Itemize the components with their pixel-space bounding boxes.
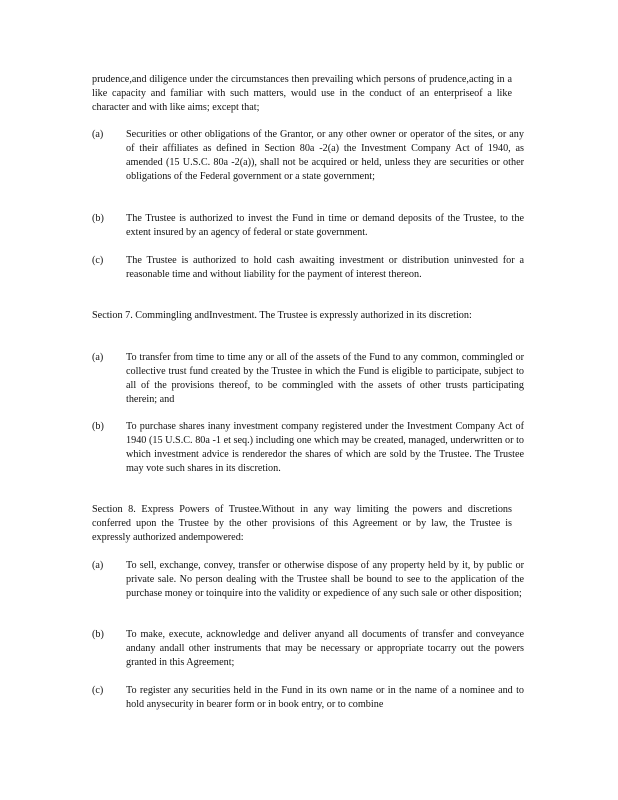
- item-text: The Trustee is authorized to hold cash awaiting investment or distribution uninvested for a reasonable time and without liability for the payment of interest thereon.: [126, 255, 524, 280]
- item-text: Securities or other obligations of the Grantor, or any other owner or operator of the sites, or any of their affiliates as defined in Section 80a -2(a) the Investment Company Act of 1940, as amended (15 U.S.C. 80a -2(a)), shall not be acquired or held, unless they are securities or other obligations of the Federal government or a state government;: [126, 129, 524, 182]
- item-text: To register any securities held in the Fund in its own name or in the name of a nominee and to hold anysecurity in bearer form or in book entry, or to combine: [126, 685, 524, 710]
- item-text: The Trustee is authorized to invest the Fund in time or demand deposits of the Trustee, to the extent insured by an agency of federal or state government.: [126, 213, 524, 238]
- item-text: To transfer from time to time any or all of the assets of the Fund to any common, commingled or collective trust fund created by the Trustee in which the Fund is eligible to participate, subject to all of the provisions thereof, to be commingled with the assets of other trusts participating therein; and: [126, 352, 524, 405]
- item-label: (b): [92, 421, 104, 432]
- item-label: (c): [92, 685, 104, 696]
- item-label: (b): [92, 629, 104, 640]
- item-label: (b): [92, 213, 104, 224]
- item-label: (a): [92, 352, 104, 363]
- item-label: (a): [92, 560, 104, 571]
- section-8-heading: Section 8. Express Powers of Trustee.Without in any way limiting the powers and discretions conferred upon the Trustee by the other provisions of this Agreement or by law, the Trustee is expressly authorized andempowered:: [92, 504, 512, 543]
- item-label: (a): [92, 129, 104, 140]
- item-label: (c): [92, 255, 104, 266]
- item-text: To sell, exchange, convey, transfer or otherwise dispose of any property held by it, by public or private sale. No person dealing with the Trustee shall be bound to see to the application of the purchase money or toinquire into the validity or expedience of any such sale or other disposition;: [126, 560, 524, 599]
- item-text: To make, execute, acknowledge and deliver anyand all documents of transfer and conveyance andany andall other instruments that may be necessary or appropriate tocarry out the powers granted in this Agreement;: [126, 629, 524, 668]
- intro-paragraph: prudence,and diligence under the circumstances then prevailing which persons of prudence,acting in a like capacity and familiar with such matters, would use in the conduct of an enterpriseof a like character and with like aims; except that;: [92, 74, 512, 113]
- section-7-heading: Section 7. Commingling andInvestment. The Trustee is expressly authorized in its discretion:: [92, 310, 472, 321]
- item-text: To purchase shares inany investment company registered under the Investment Company Act of 1940 (15 U.S.C. 80a -1 et seq.) including one which may be created, managed, underwritten or to which investment advice is renderedor the shares of which are sold by the Trustee. The Trustee may vote such shares in its discretion.: [126, 421, 524, 474]
